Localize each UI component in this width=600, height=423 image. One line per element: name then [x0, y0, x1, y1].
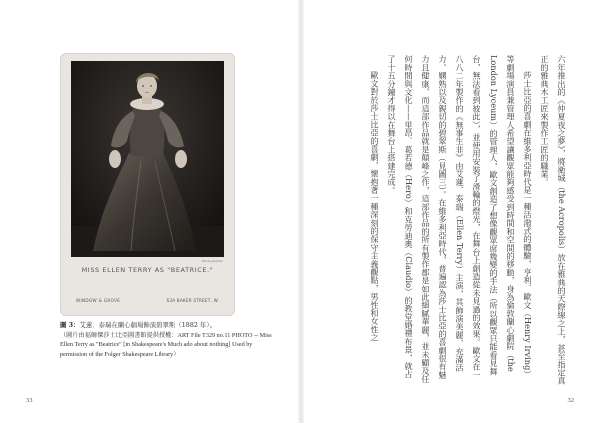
paragraph: 六年推出的《仲夏夜之夢》，將衛城（the Acropolis）放在雅典的天際線之上，甚至指定真正的雅典木工匠來製作工匠的職業。: [540, 55, 567, 385]
photo-studio-name: WINDOW & GROVE: [76, 298, 121, 303]
figure-source-credit: （圖片由福爾傑莎士比亞圖書館提供授權：ART File T329 no.11 PHOTO -- Miss Ellen Terry as "Beatrice" [in Shakespeare's Much ado about nothing] Used by permission of the Folger Shakespeare Library）: [60, 331, 272, 358]
photo-inscription: MISS ELLEN TERRY AS "BEATRICE.": [81, 266, 214, 274]
portrait-illustration: [71, 61, 224, 257]
page-number-left: 33: [26, 397, 33, 404]
photographer-mark: Photographer: [202, 259, 223, 263]
photo-studio-address: 63A BAKER STREET, W.: [166, 298, 219, 303]
page-gutter: [298, 0, 304, 423]
figure-label: 圖 3：: [60, 321, 80, 329]
paragraph: 歐文對於莎士比亞的喜劇，懷抱著一種深刻的保守主義觀點，男性和女性之: [370, 71, 380, 342]
historical-photo-card: [60, 53, 235, 316]
page-number-right: 32: [567, 397, 574, 404]
figure-caption: [60, 321, 280, 359]
ellen-terry-photo: [71, 61, 224, 257]
figure-caption-text: 艾蓮．泰瑞在蘭心劇場飾演碧翠斯（1882 年）。: [79, 321, 216, 329]
vertical-body-text: [328, 55, 570, 385]
paragraph: 莎士比亞的喜劇在維多利亞時代是一種活潑式的體驗，亨利．歐文（Henry Irving）等劇場演員兼管理人希望讓觀眾能夠感受到時間和空間的移動，身為倫敦蘭心劇院（the London Lyceum）的管理人，歐文創造了想像觀眾席幾變的手法（所以觀眾只能看見舞台，無法看到彼此），並使用安裝了滑輪的燈光，在舞台上創造從未見過的效果。歐文在一八八二年製作的《無事生非》由艾蓮．泰瑞（Ellen Terry）主演，其飾演美麗、充滿活力、嫻熟以及親切的碧翠斯（見圖三）。在維多利亞時代，普遍認為莎士比亞的喜劇很有魅力且健康，而這部作品就是顛峰之作，這部作品的所有製作都是如此細膩華麗，並未顧及任何時間與文化——里昂．葛若德（Hero）和克勞迪奧（Claudio）的教堂婚禮布景，就占了十五分鐘才得以在舞台上搭建完成。: [387, 55, 533, 383]
